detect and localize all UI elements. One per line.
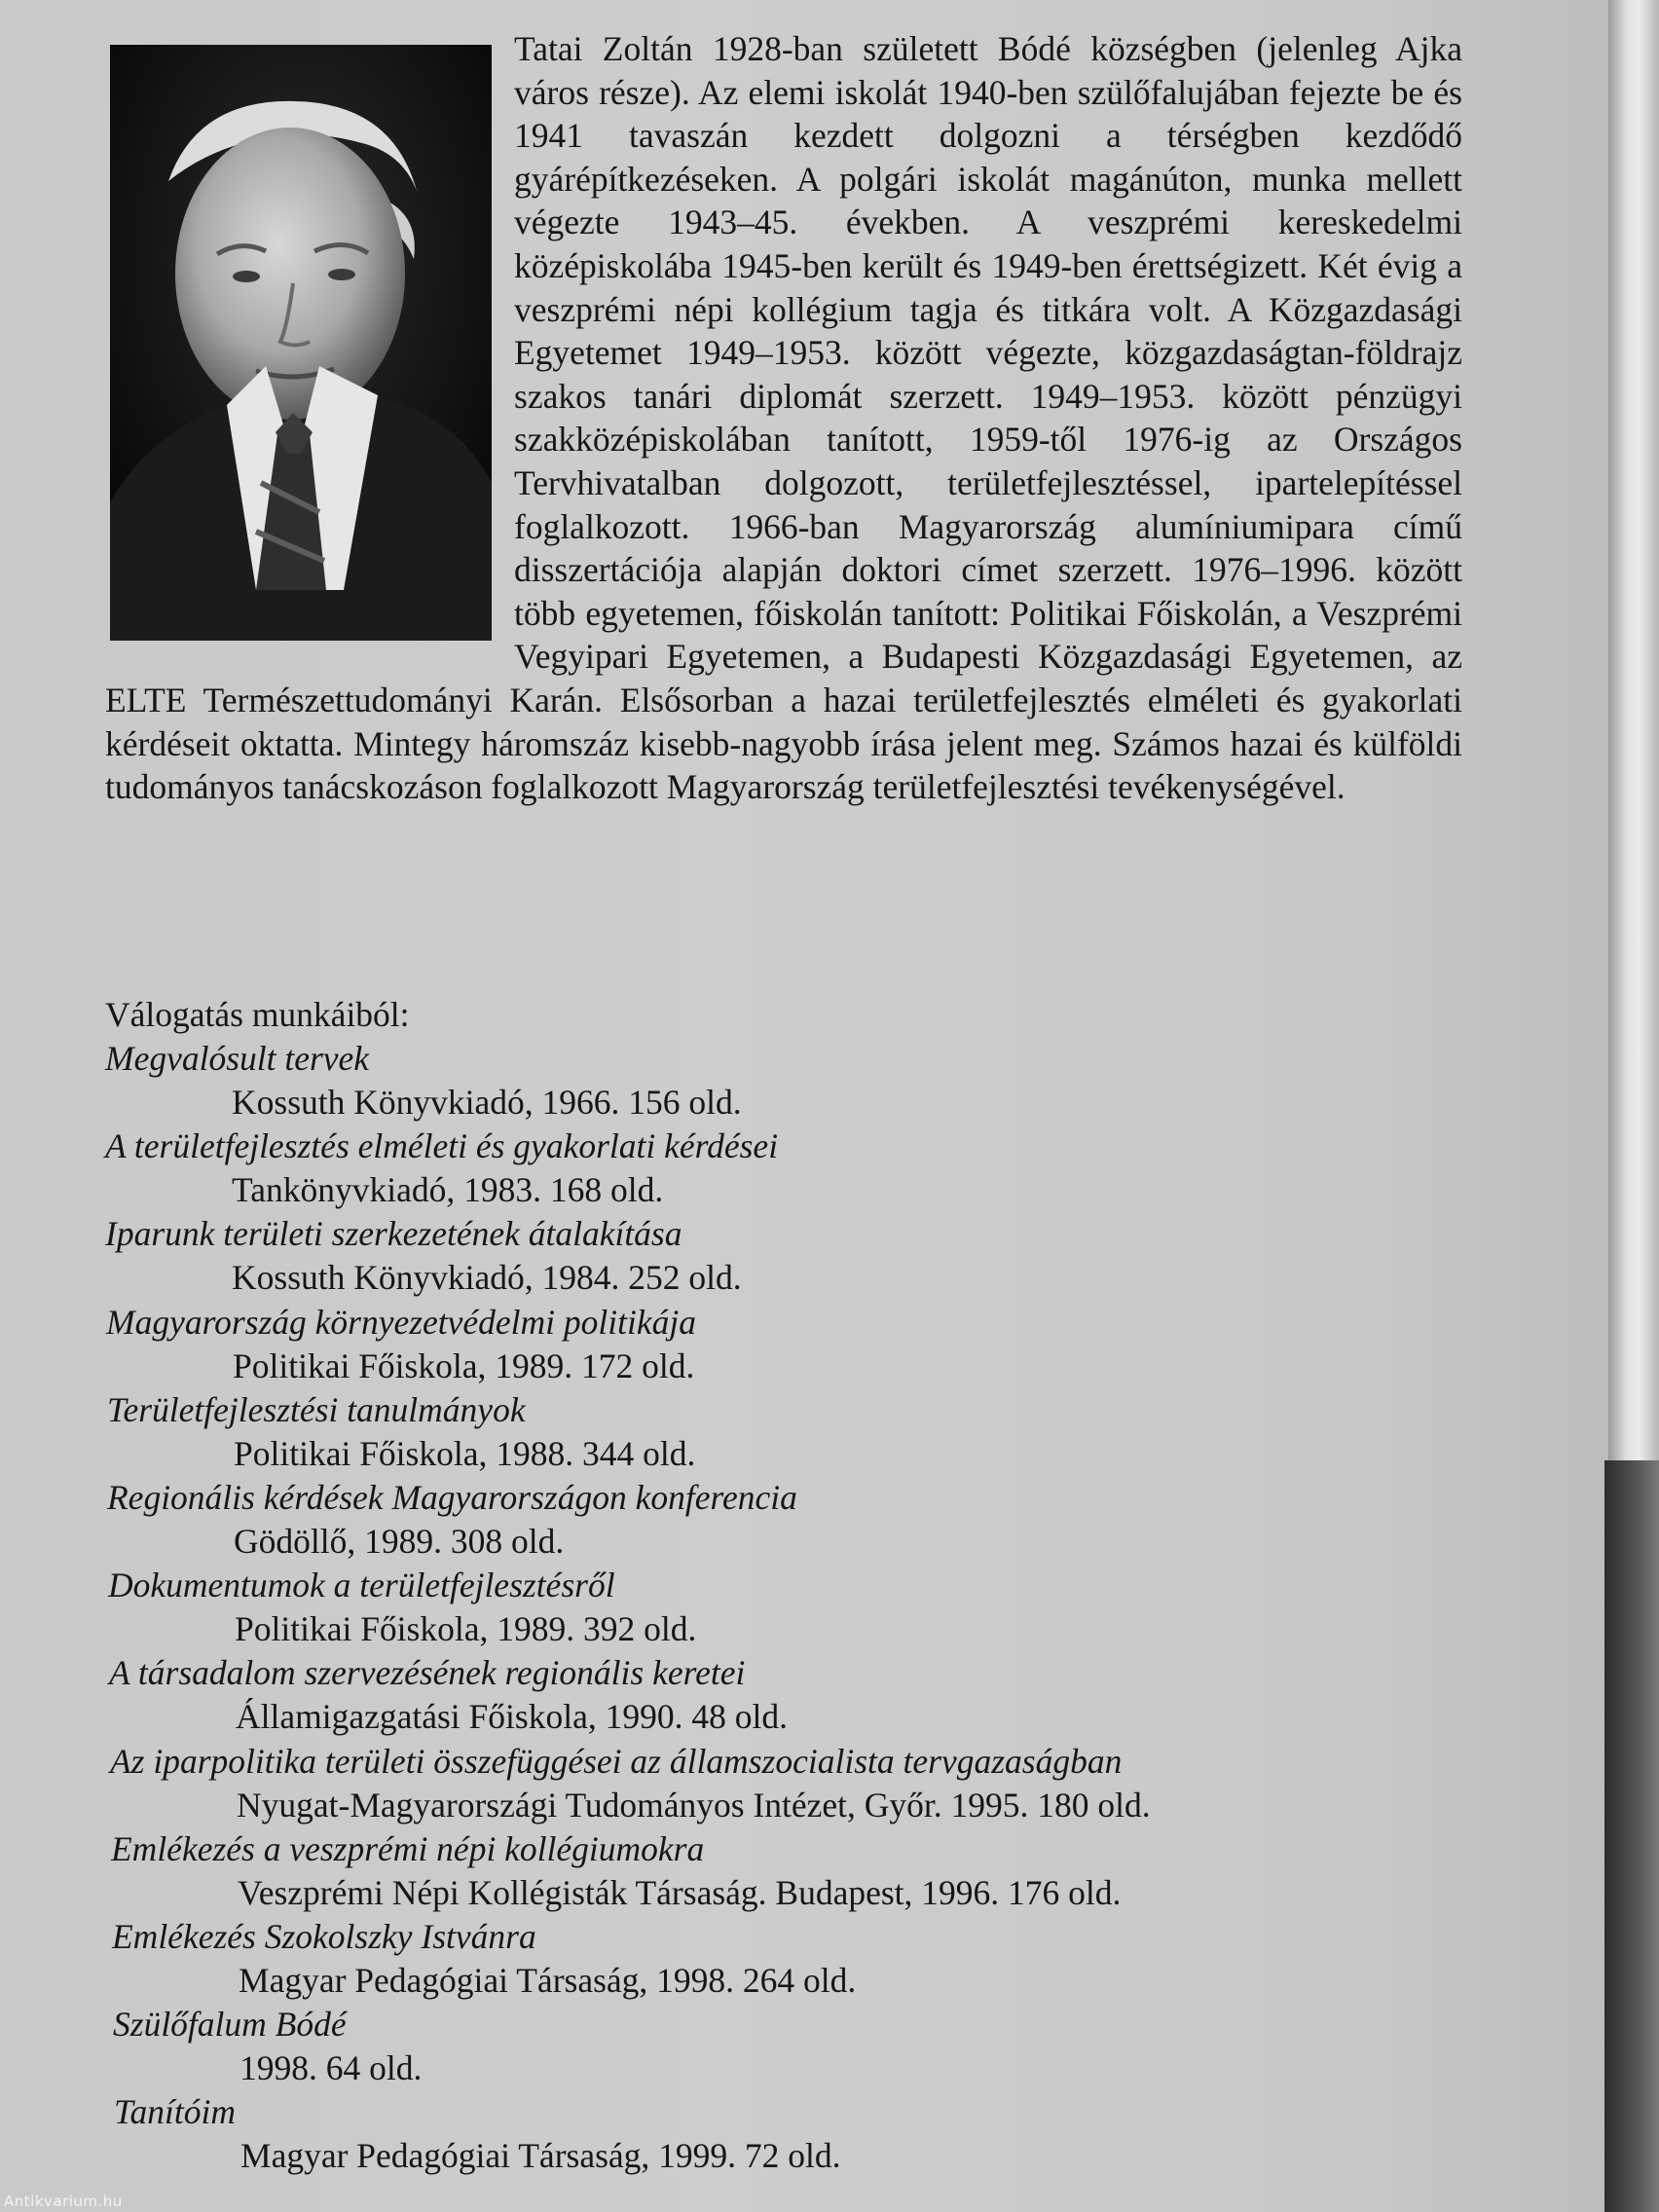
work-publisher: Gödöllő, 1989. 308 old.: [234, 1522, 565, 1562]
page-edge-shadow: [1604, 1460, 1659, 2212]
work-item: [105, 1476, 1566, 1564]
work-item: [105, 1651, 1566, 1739]
work-item: [105, 1037, 1566, 1124]
work-publisher: Politikai Főiskola, 1988. 344 old.: [234, 1433, 696, 1473]
selected-works: [105, 993, 1566, 2178]
work-title: Magyarország környezetvédelmi politikája: [106, 1302, 696, 1342]
work-publisher: Államigazgatási Főiskola, 1990. 48 old.: [236, 1697, 788, 1737]
work-publisher: Kossuth Könyvkiadó, 1966. 156 old.: [232, 1083, 742, 1123]
work-title: Tanítóim: [114, 2092, 236, 2132]
work-title: Dokumentumok a területfejlesztésről: [108, 1566, 615, 1605]
portrait-space: [105, 27, 514, 641]
work-item: [105, 1212, 1566, 1300]
work-title: Területfejlesztési tanulmányok: [107, 1389, 526, 1429]
work-title: A területfejlesztés elméleti és gyakorlati kérdései: [105, 1126, 779, 1166]
work-publisher: Magyar Pedagógiai Társaság, 1999. 72 old.: [240, 2136, 841, 2176]
work-title: Regionális kérdések Magyarországon konferencia: [107, 1477, 797, 1517]
work-item: [105, 1301, 1566, 1388]
work-title: Iparunk területi szerkezetének átalakítása: [105, 1214, 682, 1254]
works-list: [105, 1037, 1566, 2178]
work-item: [105, 2003, 1566, 2090]
work-publisher: Nyugat-Magyarországi Tudományos Intézet, Győr. 1995. 180 old.: [237, 1785, 1151, 1825]
biography-text: [105, 27, 1462, 809]
work-publisher: Tankönyvkiadó, 1983. 168 old.: [232, 1170, 664, 1210]
work-publisher: Magyar Pedagógiai Társaság, 1998. 264 old.: [239, 1960, 857, 2000]
work-publisher: Kossuth Könyvkiadó, 1984. 252 old.: [232, 1258, 742, 1298]
work-item: [105, 1827, 1566, 1915]
work-publisher: Politikai Főiskola, 1989. 392 old.: [235, 1609, 697, 1649]
work-title: A társadalom szervezésének regionális keretei: [109, 1653, 746, 1693]
work-title: Megvalósult tervek: [105, 1039, 370, 1078]
work-title: Szülőfalum Bódé: [113, 2005, 347, 2045]
work-item: [105, 1564, 1566, 1651]
work-item: [105, 1388, 1566, 1476]
work-item: [105, 1915, 1566, 2003]
work-publisher: 1998. 64 old.: [240, 2048, 423, 2088]
watermark: Antikvarium.hu: [4, 2193, 123, 2210]
work-publisher: Politikai Főiskola, 1989. 172 old.: [233, 1346, 695, 1385]
work-title: Emlékezés a veszprémi népi kollégiumokra: [111, 1828, 705, 1868]
work-item: [105, 1740, 1566, 1827]
work-publisher: Veszprémi Népi Kollégisták Társaság. Budapest, 1996. 176 old.: [238, 1872, 1122, 1912]
works-heading: Válogatás munkáiból:: [105, 995, 410, 1034]
work-title: Emlékezés Szokolszky Istvánra: [112, 1916, 536, 1956]
work-item: [105, 2090, 1566, 2178]
biography-paragraph: Tatai Zoltán 1928-ban született Bódé községben (jelenleg Ajka város része). Az elemi iskolát 1940-ben szülőfalujában fejezte be és 1941 tavaszán kezdett dolgozni a térségben kezdődő gyárépítkezéseken. A polgári iskolát magánúton, munka mellett végezte 1943–45. években. A veszprémi kereskedelmi középiskolába 1945-ben került és 1949-ben érettségizett. Két évig a veszprémi népi kollégium tagja és titkára volt. A Közgazdasági Egyetemet 1949–1953. között végezte, közgazdaságtan-földrajz szakos tanári diplomát szerzett. 1949–1953. között pénzügyi szakközépiskolában tanított, 1959-től 1976-ig az Országos Tervhivatalban dolgozott, területfejlesztéssel, ipartelepítéssel foglalkozott. 1966-ban Magyarország alumíniumipara című disszertációja alapján doktori címet szerzett. 1976–1996. között több egyetemen, főiskolán tanított: Politikai Főiskolán, a Veszprémi Vegyipari Egyetemen, a Budapesti Közgazdasági Egyetemen, az ELTE Természettudományi Karán. Elsősorban a hazai területfejlesztés elméleti és gyakorlati kérdéseit oktatta. Mintegy háromszáz kisebb-nagyobb írása jelent meg. Számos hazai és külföldi tudományos tanácskozáson foglalkozott Magyarország területfejlesztési tevékenységével.: [105, 29, 1462, 807]
work-title: Az iparpolitika területi összefüggései az államszocialista tervgazaságban: [110, 1741, 1123, 1781]
work-item: [105, 1124, 1566, 1212]
